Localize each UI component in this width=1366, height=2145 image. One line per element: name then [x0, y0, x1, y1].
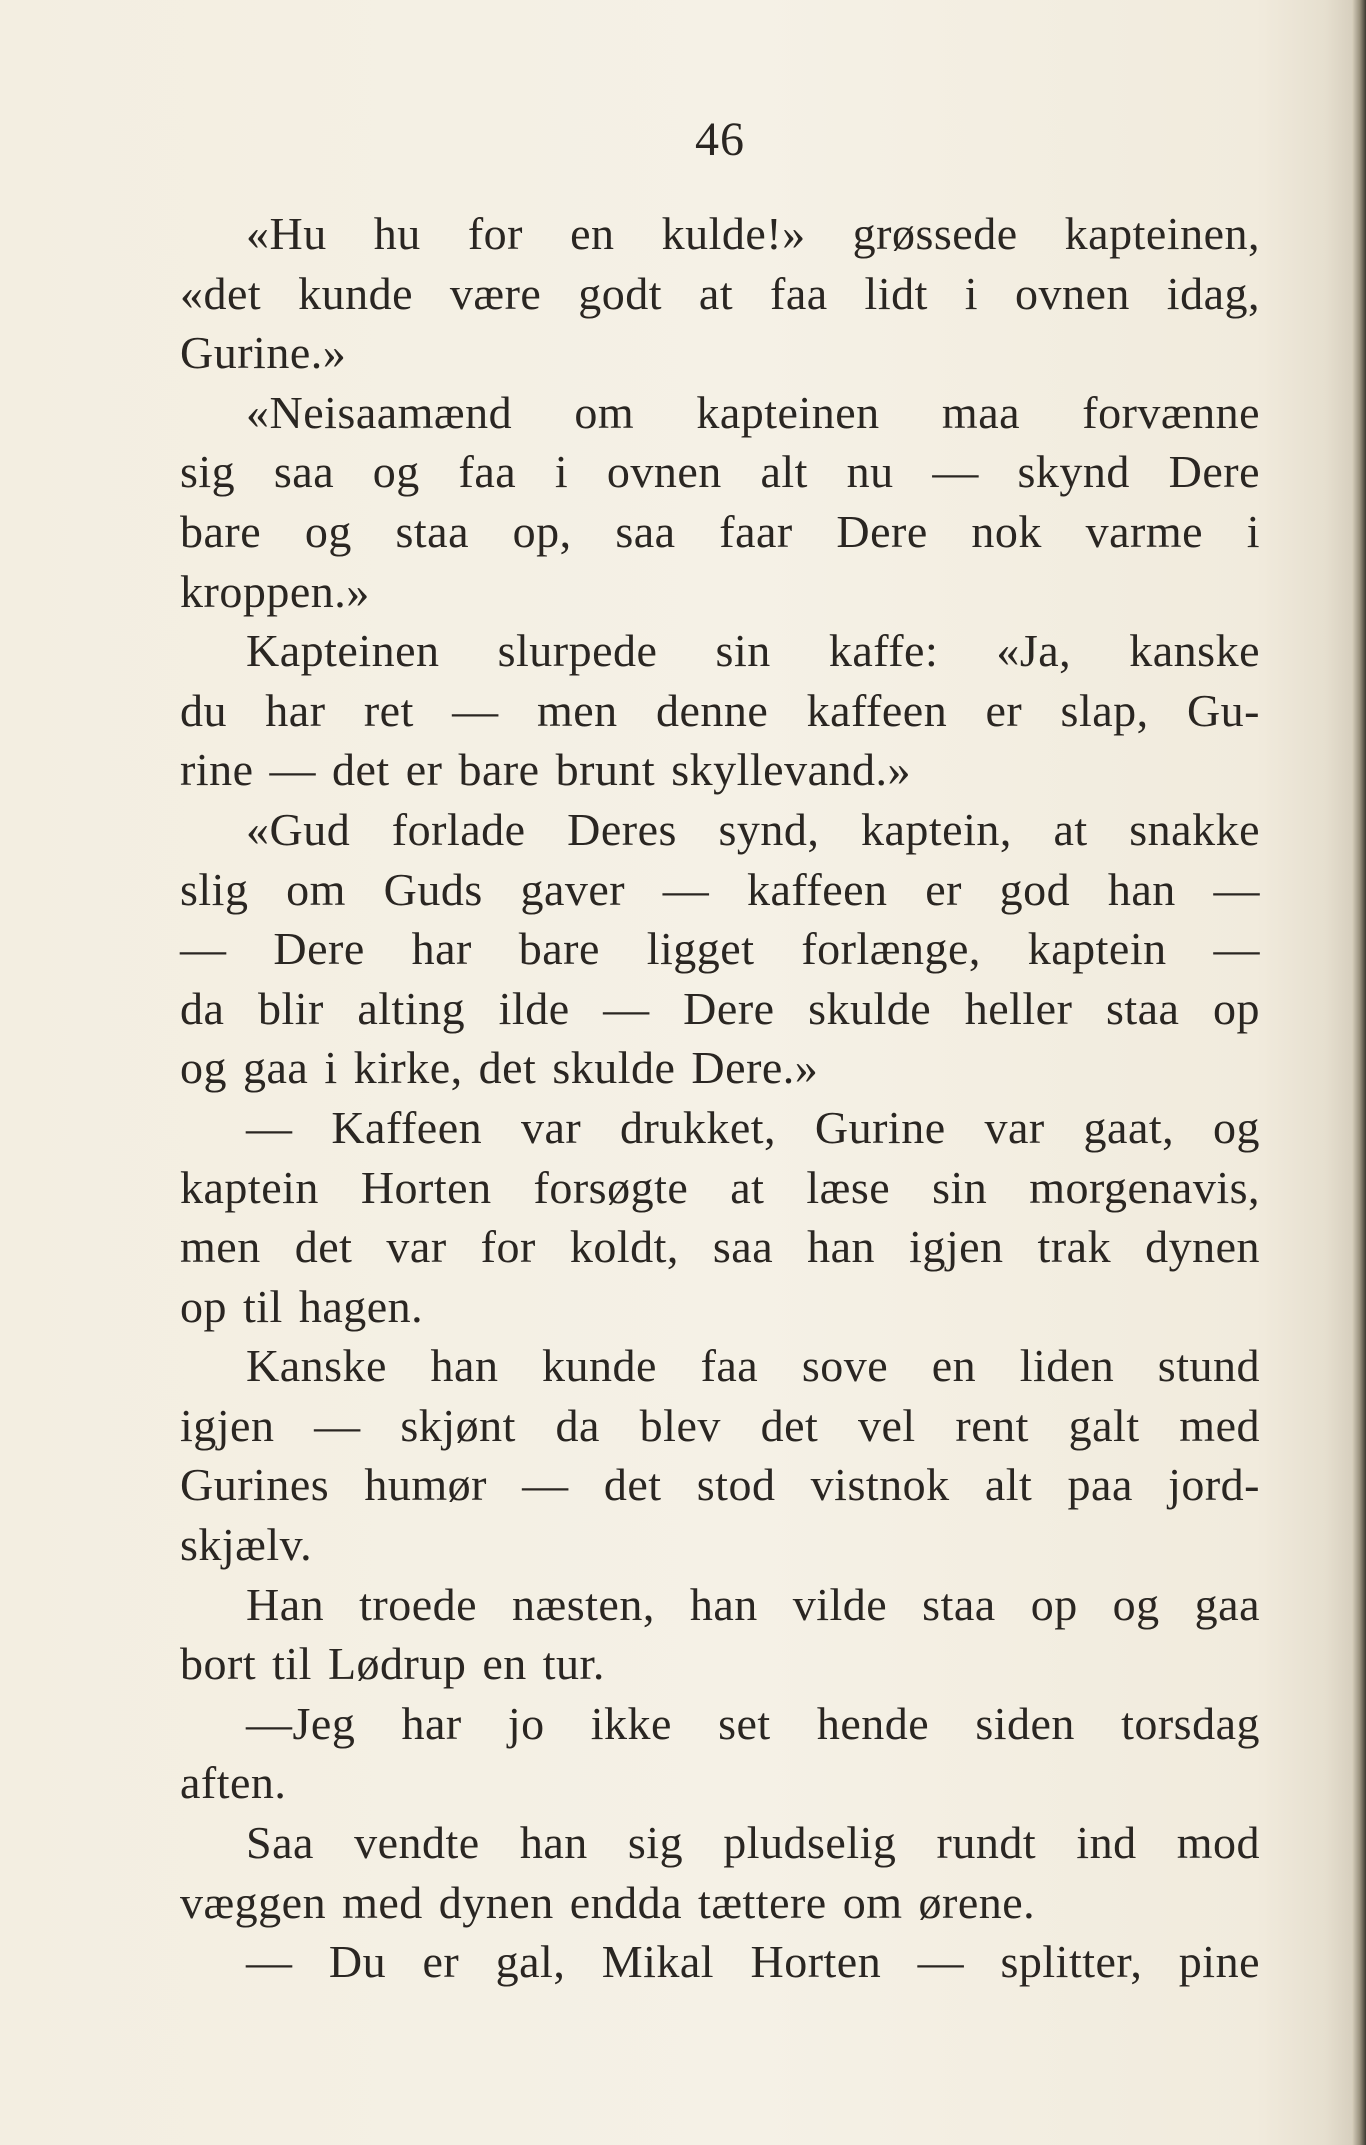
text-line: og gaa i kirke, det skulde Dere.» [180, 1042, 819, 1094]
text-line: «Neisaamænd om kapteinen maa forvænne [246, 386, 1260, 438]
text-line: Kapteinen slurpede sin kaffe: «Ja, kanske [246, 625, 1260, 677]
text-line: sig saa og faa i ovnen alt nu — skynd Dere [180, 446, 1260, 498]
body-text [180, 204, 1260, 1992]
text-line: slig om Guds gaver — kaffeen er god han — [180, 863, 1260, 915]
text-line: bort til Lødrup en tur. [180, 1638, 605, 1690]
text-line: bare og staa op, saa faar Dere nok varme i [180, 505, 1260, 557]
text-line: —Jeg har jo ikke set hende siden torsdag [246, 1697, 1260, 1749]
text-line: kroppen.» [180, 565, 370, 617]
text-line: men det var for koldt, saa han igjen trak dynen [180, 1221, 1260, 1273]
text-line: aften. [180, 1757, 287, 1809]
text-line: da blir alting ilde — Dere skulde heller staa op [180, 982, 1260, 1034]
text-line: «Hu hu for en kulde!» grøssede kapteinen, [246, 208, 1260, 259]
page-number: 46 [695, 113, 745, 166]
text-line: Gurine.» [180, 327, 347, 379]
text-line: «det kunde være godt at faa lidt i ovnen idag, [180, 267, 1260, 319]
text-line: Gurines humør — det stod vistnok alt paa jord- [180, 1459, 1260, 1511]
text-line: Saa vendte han sig pludselig rundt ind mod [246, 1817, 1260, 1869]
text-line: skjælv. [180, 1519, 313, 1571]
text-line: du har ret — men denne kaffeen er slap, Gu- [180, 684, 1260, 736]
text-line: op til hagen. [180, 1280, 424, 1332]
text-line: Kanske han kunde faa sove en liden stund [246, 1340, 1260, 1392]
text-line: Han troede næsten, han vilde staa op og gaa [246, 1578, 1260, 1630]
text-line: — Du er gal, Mikal Horten — splitter, pine [246, 1936, 1260, 1988]
text-line: igjen — skjønt da blev det vel rent galt med [180, 1399, 1260, 1451]
text-line: — Dere har bare ligget forlænge, kaptein — [180, 923, 1260, 975]
text-line: væggen med dynen endda tættere om ørene. [180, 1876, 1036, 1928]
text-line: rine — det er bare brunt skyllevand.» [180, 744, 911, 796]
text-line: — Kaffeen var drukket, Gurine var gaat, og [246, 1101, 1260, 1153]
page-edge [1352, 0, 1366, 2145]
text-line: «Gud forlade Deres synd, kaptein, at snakke [246, 803, 1260, 855]
text-line: kaptein Horten forsøgte at læse sin morgenavis, [180, 1161, 1260, 1213]
